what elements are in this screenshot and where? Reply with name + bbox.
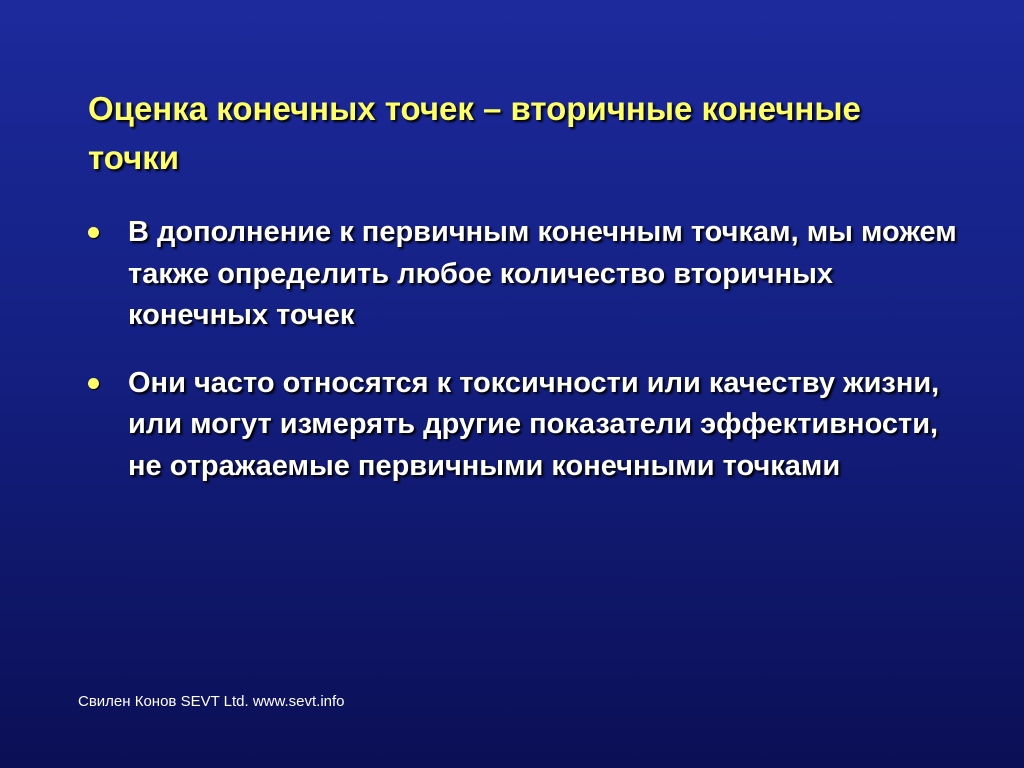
bullet-text: В дополнение к первичным конечным точкам, мы можем также определить любое количество вторичных конечных точек	[128, 216, 957, 331]
bullet-item	[88, 212, 968, 337]
bullet-dot-icon	[88, 378, 99, 389]
bullet-item	[88, 363, 968, 488]
bullet-list	[88, 212, 968, 487]
slide-footer: Свилен Конов SEVT Ltd. www.sevt.info	[78, 693, 345, 710]
slide-title: Оценка конечных точек – вторичные конечные точки	[88, 90, 861, 176]
bullet-text: Они часто относятся к токсичности или качеству жизни, или могут измерять другие показатели эффективности, не отражаемые первичными конечными точками	[128, 366, 940, 482]
bullet-dot-icon	[88, 227, 99, 238]
